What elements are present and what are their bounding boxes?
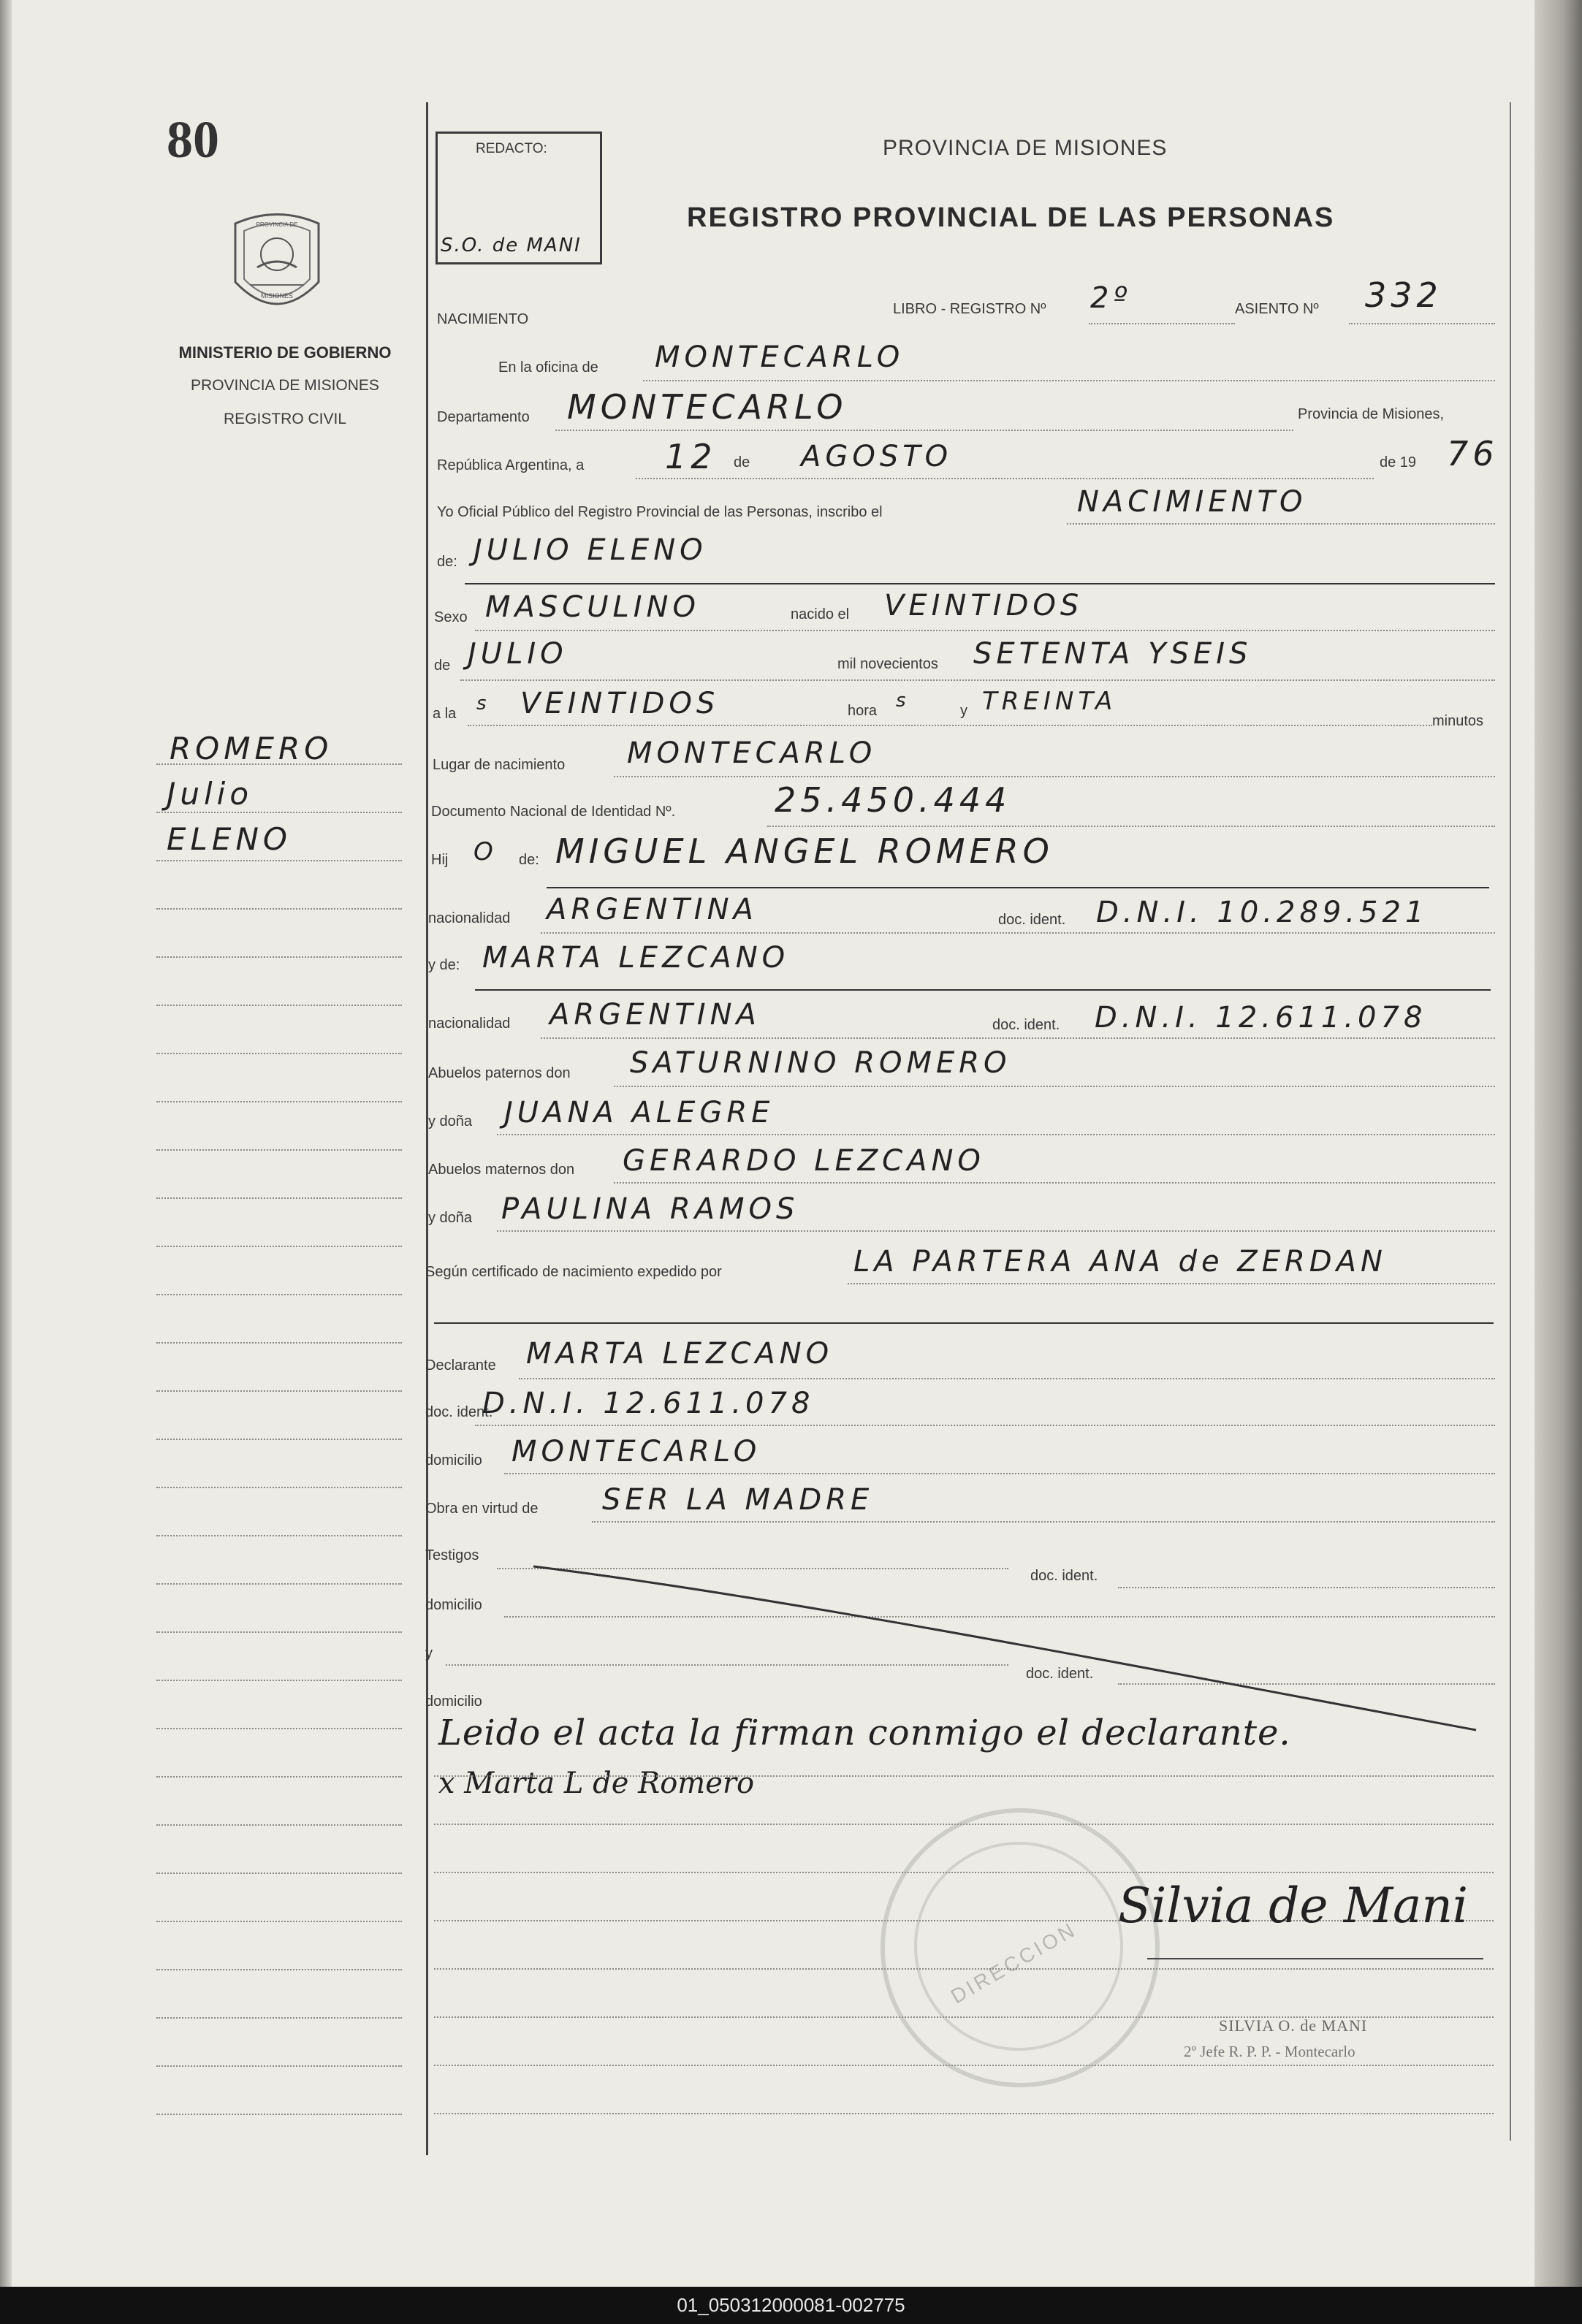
margin-rule xyxy=(156,1101,402,1102)
margin-rule xyxy=(156,1390,402,1392)
republica-label: República Argentina, a xyxy=(437,457,585,473)
oficina-value: MONTECARLO xyxy=(655,340,905,374)
certificado-label: Según certificado de nacimiento expedido por xyxy=(425,1264,722,1280)
margin-rule xyxy=(156,1294,402,1295)
dni-label: Documento Nacional de Identidad Nº. xyxy=(431,804,676,820)
margin-rule xyxy=(156,812,402,813)
a-la-label: a la xyxy=(433,706,457,722)
margin-rule xyxy=(156,1053,402,1054)
hora-s: s xyxy=(896,690,910,712)
domicilio-value: MONTECARLO xyxy=(512,1435,761,1468)
doc-declarante-value: D.N.I. 12.611.078 xyxy=(482,1387,815,1420)
mes-value: AGOSTO xyxy=(801,440,953,473)
de-mes-label: de xyxy=(434,658,451,674)
margin-rule xyxy=(156,2017,402,2019)
hijo-de: de: xyxy=(519,852,539,868)
de-label: de xyxy=(734,454,750,470)
ministry-province: PROVINCIA DE MISIONES xyxy=(191,377,379,394)
nacido-value: VEINTIDOS xyxy=(884,589,1084,622)
margin-rule xyxy=(156,1776,402,1778)
lugar-value: MONTECARLO xyxy=(627,736,877,770)
testigos-domicilio2-label: domicilio xyxy=(425,1694,482,1710)
seal-top-text: PROVINCIA DE xyxy=(256,221,298,228)
certificado-value: LA PARTERA ANA de ZERDAN xyxy=(853,1245,1387,1279)
page-binding-edge xyxy=(0,0,12,2287)
anio-value: 76 xyxy=(1447,434,1499,473)
de-nombre-label: de: xyxy=(437,554,457,570)
signatory-role: 2º Jefe R. P. P. - Montecarlo xyxy=(1184,2043,1355,2060)
official-stamp xyxy=(881,1808,1160,2087)
testigos-doc2-label: doc. ident. xyxy=(1026,1666,1094,1682)
margin-rule xyxy=(156,956,402,958)
signature: Silvia de Mani xyxy=(1118,1878,1468,1934)
a-la-s: s xyxy=(476,693,491,715)
page-stack-edge xyxy=(1535,0,1582,2287)
closing-line2: x Marta L de Romero xyxy=(438,1767,755,1800)
abuelos-maternos-value: GERARDO LEZCANO xyxy=(623,1144,985,1178)
dni-value: 25.450.444 xyxy=(775,780,1011,820)
domicilio-label: domicilio xyxy=(425,1452,482,1468)
y-label: y xyxy=(960,703,967,719)
doc2-label: doc. ident. xyxy=(992,1017,1060,1033)
abuelos-paternos-dona-label: y doña xyxy=(428,1113,473,1129)
doc1-value: D.N.I. 10.289.521 xyxy=(1096,896,1429,929)
testigos-label: Testigos xyxy=(425,1547,479,1563)
anio-label: de 19 xyxy=(1380,454,1417,470)
inscribo-value: NACIMIENTO xyxy=(1077,485,1307,519)
closing-line1: Leido el acta la firman conmigo el declarante. xyxy=(438,1712,1291,1753)
margin-rule xyxy=(156,2065,402,2067)
margin-rule xyxy=(156,1149,402,1151)
madre-value: MARTA LEZCANO xyxy=(482,941,790,975)
testigos-y-label: y xyxy=(425,1645,433,1661)
margin-rule xyxy=(156,763,402,765)
nac2-label: nacionalidad xyxy=(428,1016,511,1032)
abuelos-maternos-label: Abuelos maternos don xyxy=(428,1162,575,1178)
footer-id: 01_050312000081-002775 xyxy=(0,2287,1582,2324)
hora-label: hora xyxy=(848,703,878,719)
abuelos-paternos-dona-value: JUANA ALEGRE xyxy=(504,1096,775,1129)
hijo-o: O xyxy=(474,837,498,866)
departamento-value: MONTECARLO xyxy=(567,387,848,427)
margin-rule xyxy=(156,860,402,861)
margin-rule xyxy=(156,1439,402,1440)
de-mes-value: JULIO xyxy=(468,637,568,671)
margin-rule xyxy=(156,1342,402,1344)
testigos-doc-label: doc. ident. xyxy=(1030,1568,1098,1584)
margin-rule xyxy=(156,1921,402,1922)
hora-value: VEINTIDOS xyxy=(520,687,720,720)
mil-label: mil novecientos xyxy=(837,656,938,672)
margin-rule xyxy=(156,1246,402,1247)
margin-surname: ROMERO xyxy=(170,731,333,766)
redacto-value: S.O. de MANI xyxy=(441,235,582,256)
redacto-box xyxy=(436,132,602,264)
provincial-seal-icon xyxy=(228,209,326,323)
margin-rule xyxy=(156,1631,402,1633)
abuelos-paternos-label: Abuelos paternos don xyxy=(428,1065,571,1081)
nac2-value: ARGENTINA xyxy=(549,998,761,1032)
libro-value: 2º xyxy=(1090,281,1132,315)
section-label: NACIMIENTO xyxy=(437,311,529,327)
stamp-text: DIRECCION xyxy=(946,1917,1081,2008)
body-rule xyxy=(434,1775,1494,1777)
margin-rule xyxy=(156,1005,402,1006)
margin-first-name: Julio xyxy=(167,776,254,812)
signatory-name: SILVIA O. de MANI xyxy=(1219,2016,1368,2035)
nombre-value: JULIO ELENO xyxy=(474,533,707,567)
declarante-value: MARTA LEZCANO xyxy=(526,1337,834,1371)
sexo-value: MASCULINO xyxy=(485,590,700,624)
page-number: 80 xyxy=(167,110,219,169)
margin-rule xyxy=(156,1969,402,1970)
lugar-label: Lugar de nacimiento xyxy=(433,757,566,773)
registry-title: REGISTRO PROVINCIAL DE LAS PERSONAS xyxy=(687,202,1335,233)
oficina-label: En la oficina de xyxy=(498,359,598,376)
doc1-label: doc. ident. xyxy=(998,912,1066,928)
redacto-label: REDACTO: xyxy=(476,141,547,156)
margin-second-name: ELENO xyxy=(167,821,292,857)
obra-label: Obra en virtud de xyxy=(425,1501,539,1517)
margin-rule xyxy=(156,1487,402,1488)
y-de-label: y de: xyxy=(428,957,460,973)
asiento-value: 332 xyxy=(1365,275,1442,315)
seal-bottom-text: MISIONES xyxy=(260,292,294,300)
margin-rule xyxy=(156,1728,402,1729)
margin-rule xyxy=(156,1535,402,1536)
nacido-label: nacido el xyxy=(791,606,850,622)
declarante-label: Declarante xyxy=(425,1357,496,1374)
oficial-text: Yo Oficial Público del Registro Provincial de las Personas, inscribo el xyxy=(437,504,883,520)
testigos-domicilio-label: domicilio xyxy=(425,1597,482,1613)
libro-label: LIBRO - REGISTRO Nº xyxy=(893,301,1046,317)
padre-value: MIGUEL ANGEL ROMERO xyxy=(555,831,1054,871)
doc2-value: D.N.I. 12.611.078 xyxy=(1095,1001,1427,1035)
abuelos-paternos-value: SATURNINO ROMERO xyxy=(630,1046,1011,1080)
dia-value: 12 xyxy=(665,437,717,476)
margin-rule xyxy=(156,1872,402,1874)
margin-rule xyxy=(156,1197,402,1199)
nac1-label: nacionalidad xyxy=(428,910,511,926)
hijo-label: Hij xyxy=(431,852,449,868)
right-border xyxy=(1510,102,1511,2141)
asiento-label: ASIENTO Nº xyxy=(1235,301,1319,317)
margin-rule xyxy=(156,1824,402,1826)
province-header: PROVINCIA DE MISIONES xyxy=(883,136,1168,160)
minutos-label: minutos xyxy=(1432,713,1484,729)
body-rule xyxy=(434,2113,1494,2114)
ministry-registry: REGISTRO CIVIL xyxy=(223,411,347,427)
margin-rule xyxy=(156,2114,402,2115)
margin-rule xyxy=(156,908,402,910)
departamento-label: Departamento xyxy=(437,409,530,425)
abuelos-maternos-dona-label: y doña xyxy=(428,1210,473,1226)
sexo-label: Sexo xyxy=(434,609,468,625)
obra-value: SER LA MADRE xyxy=(602,1483,874,1517)
minutos-value: TREINTA xyxy=(982,687,1117,716)
abuelos-maternos-dona-value: PAULINA RAMOS xyxy=(501,1192,799,1226)
doc-declarante-label: doc. ident. xyxy=(425,1404,493,1420)
nac1-value: ARGENTINA xyxy=(547,893,758,926)
provincia-suffix: Provincia de Misiones, xyxy=(1298,406,1445,422)
margin-rule xyxy=(156,1583,402,1585)
margin-rule xyxy=(156,1680,402,1681)
mil-value: SETENTA YSEIS xyxy=(973,637,1252,671)
ministry-name: MINISTERIO DE GOBIERNO xyxy=(178,343,392,362)
